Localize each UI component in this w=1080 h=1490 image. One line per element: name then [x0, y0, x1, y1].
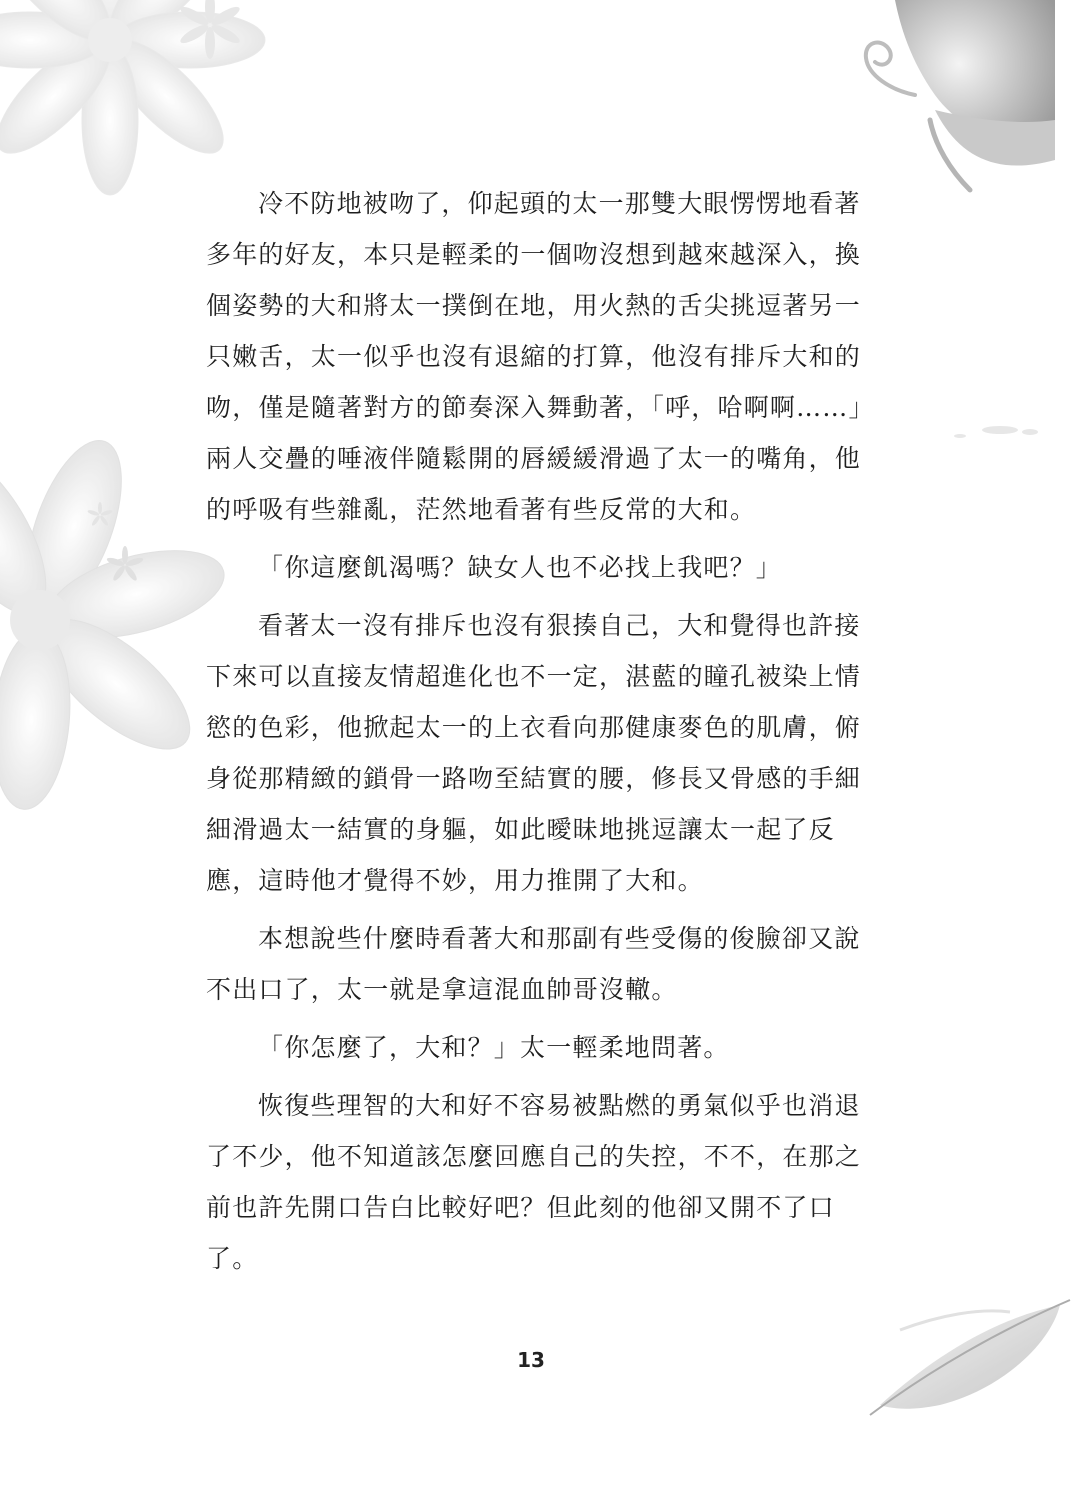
text-line: 吻，僅是隨著對方的節奏深入舞動著，「呼，哈啊啊……」: [206, 393, 875, 422]
text-line: 前也許先開口告白比較好吧？但此刻的他卻又開不了口: [206, 1193, 835, 1222]
text-line: 恢復些理智的大和好不容易被點燃的勇氣似乎也消退: [258, 1091, 861, 1120]
flower-icon: [0, 428, 233, 812]
text-line: 細滑過太一結實的身軀，如此曖昧地挑逗讓太一起了反: [206, 815, 835, 844]
text-line: 本想說些什麼時看著大和那副有些受傷的俊臉卻又說: [258, 924, 861, 953]
text-line: 下來可以直接友情超進化也不一定，湛藍的瞳孔被染上情: [206, 662, 862, 691]
text-line: 慾的色彩，他掀起太一的上衣看向那健康麥色的肌膚，俯: [206, 713, 862, 742]
paragraph: [206, 1080, 862, 1284]
text-line: 個姿勢的大和將太一撲倒在地，用火熱的舌尖挑逗著另一: [206, 291, 862, 320]
text-line: 了。: [206, 1244, 259, 1273]
paragraph: [206, 178, 875, 535]
butterfly-icon: [866, 0, 1055, 190]
text-line: 冷不防地被吻了，仰起頭的太一那雙大眼愣愣地看著: [258, 189, 861, 218]
text-line: 了不少，他不知道該怎麼回應自己的失控，不不，在那之: [206, 1142, 862, 1171]
paragraph: [206, 1022, 856, 1073]
page-number: 13: [517, 1348, 545, 1372]
text-line: 看著太一沒有排斥也沒有狠揍自己，大和覺得也許接: [258, 611, 861, 640]
text-line: 只嫩舌，太一似乎也沒有退縮的打算，他沒有排斥大和的: [206, 342, 862, 371]
text-line: 的呼吸有些雜亂，茫然地看著有些反常的大和。: [206, 495, 757, 524]
story-text: [206, 178, 875, 1291]
flower-icon: [0, 0, 265, 195]
text-line: 多年的好友，本只是輕柔的一個吻沒想到越來越深入，換: [206, 240, 862, 269]
text-line: 不出口了，太一就是拿這混血帥哥沒轍。: [206, 975, 678, 1004]
text-line: 兩人交疊的唾液伴隨鬆開的唇緩緩滑過了太一的嘴角，他: [206, 444, 862, 473]
text-line: 「你怎麼了，大和？」太一輕柔地問著。: [258, 1033, 730, 1062]
paragraph: [206, 600, 862, 906]
text-line: 身從那精緻的鎖骨一路吻至結實的腰，修長又骨感的手細: [206, 764, 862, 793]
sparkle-decoration: [954, 426, 1038, 438]
text-line: 應，這時他才覺得不妙，用力推開了大和。: [206, 866, 704, 895]
paragraph: [206, 913, 861, 1015]
text-line: 「你這麼飢渴嗎？缺女人也不必找上我吧？」: [258, 553, 783, 582]
paragraph: [206, 542, 856, 593]
